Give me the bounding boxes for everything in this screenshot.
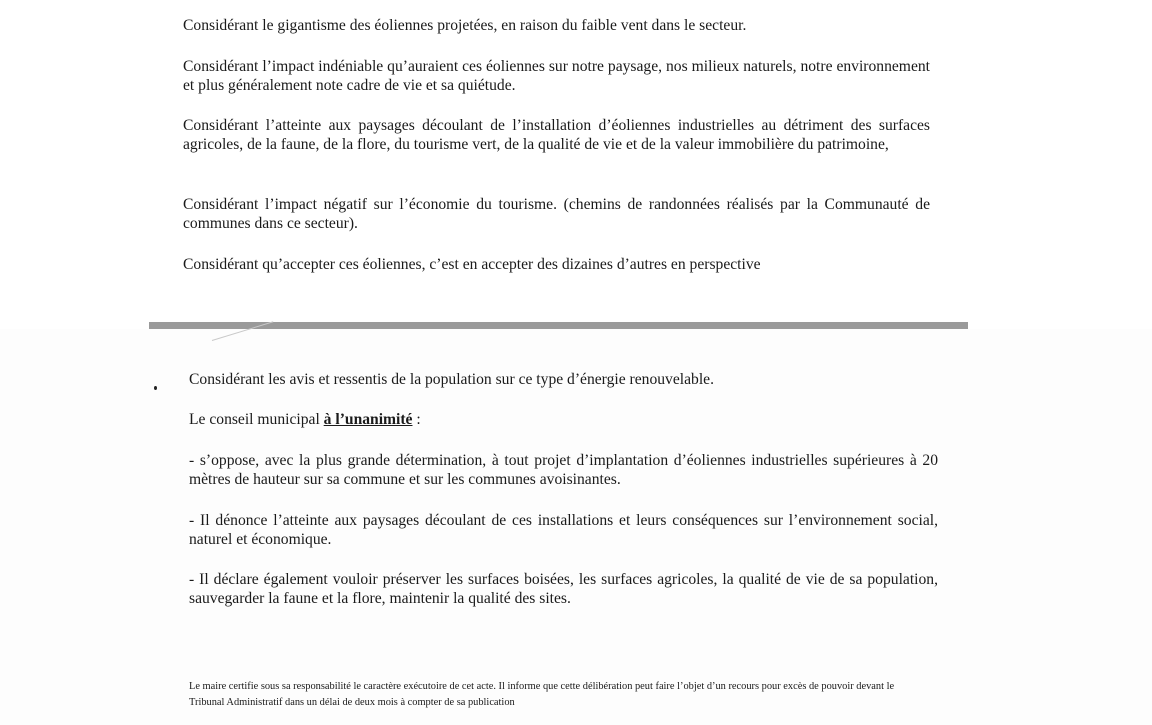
council-suffix: : [412, 411, 421, 428]
consideration-paragraph: Considérant l’impact négatif sur l’économie du tourisme. (chemins de randonnées réalisés par la Communauté de communes dans ce secteur). [183, 196, 930, 232]
page-separator [149, 322, 968, 329]
mayor-certification-note: Le maire certifie sous sa responsabilité le caractère exécutoire de cet acte. Il informe que cette délibération peut faire l’objet d’un recours pour excès de pouvoir devant le Tribunal Administratif dans un délai de deux mois à compter de sa publication [189, 681, 895, 708]
decision-paragraph: - Il dénonce l’atteinte aux paysages découlant de ces installations et leurs conséquences sur l’environnement social, naturel et économique. [189, 512, 938, 548]
consideration-paragraph: Considérant l’impact indéniable qu’auraient ces éoliennes sur notre paysage, nos milieux naturels, notre environnement et plus généralement note cadre de vie et sa quiétude. [183, 58, 930, 94]
council-prefix: Le conseil municipal [189, 411, 324, 428]
consideration-paragraph: Considérant le gigantisme des éoliennes projetées, en raison du faible vent dans le secteur. [183, 17, 747, 34]
page-top-scan [0, 0, 1152, 322]
consideration-paragraph: Considérant qu’accepter ces éoliennes, c’est en accepter des dizaines d’autres en perspective [183, 256, 761, 273]
unanimity-emphasis: à l’unanimité [323, 411, 413, 428]
consideration-paragraph: Considérant les avis et ressentis de la population sur ce type d’énergie renouvelable. [189, 371, 714, 388]
consideration-paragraph: Considérant l’atteinte aux paysages découlant de l’installation d’éoliennes industrielles au détriment des surfaces agricoles, de la faune, de la flore, du tourisme vert, de la qualité de vie et de la valeur immobilière du patrimoine, [183, 117, 930, 153]
scan-speck [154, 386, 157, 390]
decision-paragraph: - Il déclare également vouloir préserver les surfaces boisées, les surfaces agricoles, la qualité de vie de sa population, sauvegarder la faune et la flore, maintenir la qualité des sites. [189, 571, 938, 607]
decision-paragraph: - s’oppose, avec la plus grande détermination, à tout projet d’implantation d’éoliennes industrielles supérieures à 20 mètres de hauteur sur sa commune et sur les communes avoisinantes. [189, 452, 938, 488]
council-statement [189, 410, 938, 429]
